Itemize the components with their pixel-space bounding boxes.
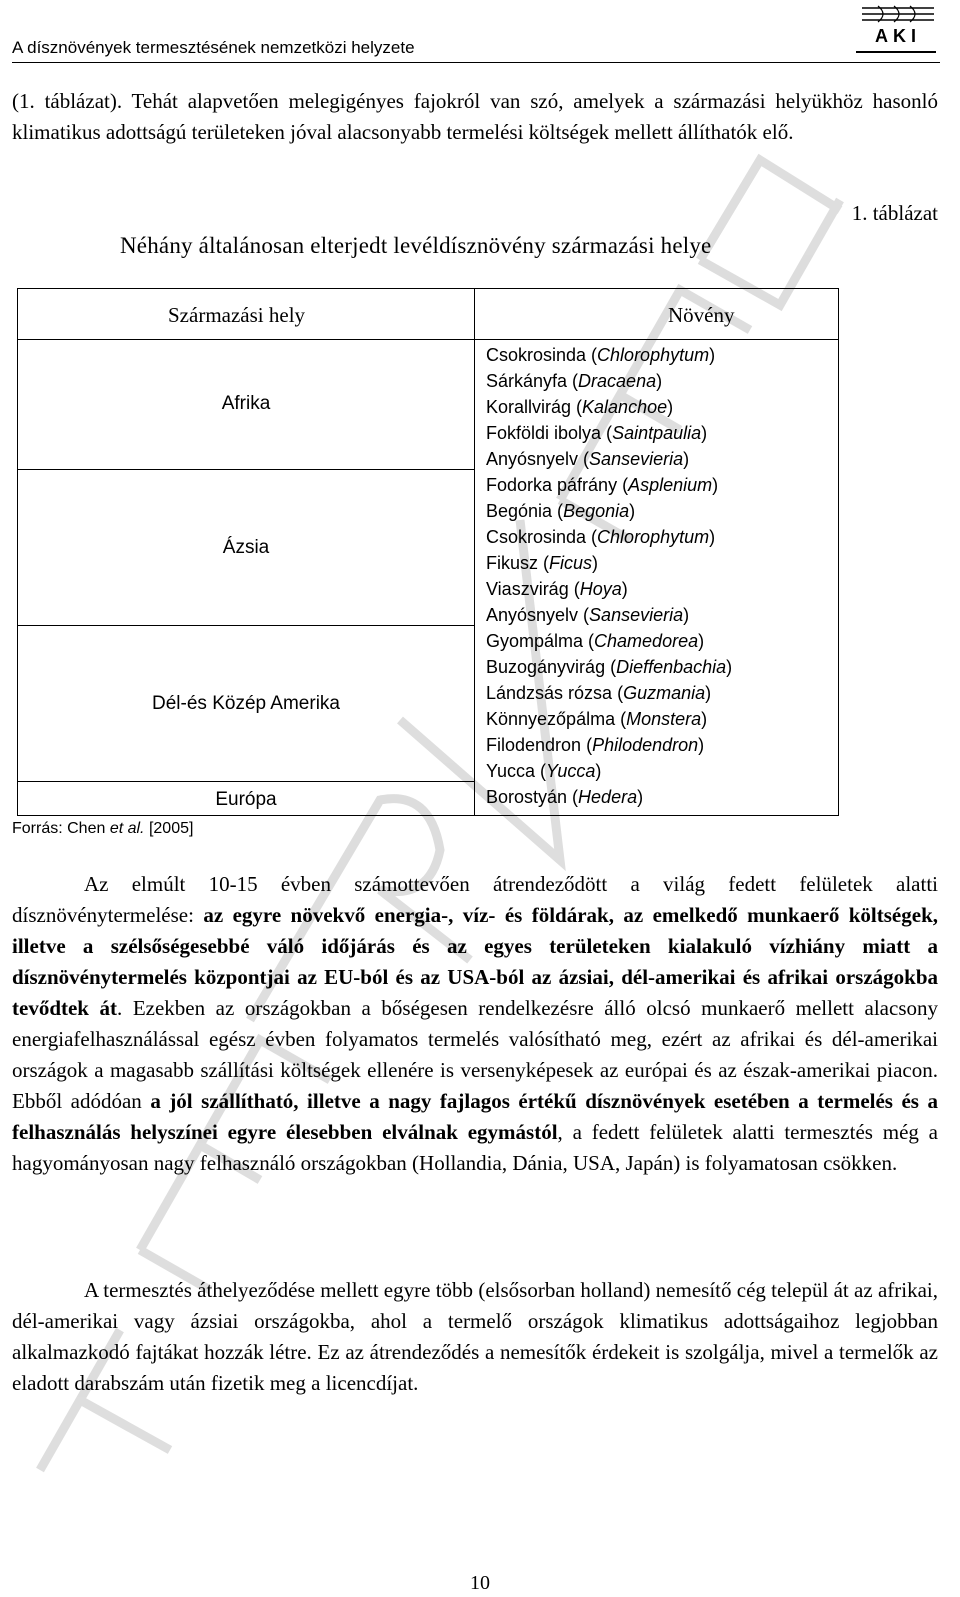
region-africa: Afrika: [221, 393, 271, 414]
plant-entry: Korallvirág (Kalanchoe): [486, 397, 674, 417]
plant-entry: Fodorka páfrány (Asplenium): [486, 475, 719, 495]
page-number: 10: [470, 1572, 490, 1594]
header-origin: Származási hely: [168, 303, 306, 327]
plant-entry: Fikusz (Ficus): [486, 553, 599, 573]
page-header: [12, 26, 940, 63]
paragraph-3: A termesztés áthelyeződése mellett egyre több (elsősorban holland) nemesítő cég települ át az afrikai, dél-amerikai vagy ázsiai országokba, ahol a termelő országok klimatikus adottságaihoz legjobban alkalmazkodó fajtákat hozzák létre. Ez az átrendeződés a nemesítők érdekeit is szolgálja, mivel a termelők az eladott darabszám után fizetik meg a licencdíjat.: [12, 1278, 938, 1395]
plant-entry: Sárkányfa (Dracaena): [486, 371, 663, 391]
plant-entry: Filodendron (Philodendron): [486, 735, 705, 755]
plant-entry: Anyósnyelv (Sansevieria): [486, 605, 690, 625]
paragraph-2: Az elmúlt 10-15 évben számottevően átrendeződött a világ fedett felületek alatti dísznövénytermelése: az egyre növekvő energia-, víz- és földárak, az emelkedő munkaerő költségek, illetve a szélsőségesebbé váló időjárás és az egyes területeken kialakuló vízhiány miatt a dísznövénytermelés központjai az EU-ból és az USA-ból az ázsiai, dél-amerikai és afrikai országokba tevődtek át. Ezekben az országokban a bőségesen rendelkezésre álló olcsó munkaerő mellett alacsony energiafelhasználással egész évben folyamatos termelés valósítható meg, ezért az afrikai és dél-amerikai országok a magasabb szállítási költségek ellenére is versenyképesek az európai és az észak-amerikai piacon. Ebből adódóan a jól szállítható, illetve a nagy fajlagos értékű dísznövények esetében a termelés és a felhasználás helyszínei egyre élesebben elválnak egymástól, a fedett felületek alatti termesztés még a hagyományosan nagy felhasználó országokban (Hollandia, Dánia, USA, Japán) is folyamatosan csökken.: [12, 872, 939, 1175]
plant-entry: Begónia (Begonia): [486, 501, 636, 521]
plant-entry: Lándzsás rózsa (Guzmania): [486, 683, 712, 703]
plant-entry: Gyompálma (Chamedorea): [486, 631, 705, 651]
plant-entry: Anyósnyelv (Sansevieria): [486, 449, 690, 469]
table-number: 1. táblázat: [851, 201, 938, 225]
table-source: Forrás: Chen et al. [2005]: [12, 820, 194, 837]
plant-entry: Borostyán (Hedera): [486, 787, 644, 807]
plant-entry: Viaszvirág (Hoya): [486, 579, 628, 599]
origin-table: [17, 288, 839, 816]
region-europe: Európa: [215, 789, 277, 810]
plant-entry: Csokrosinda (Chlorophytum): [486, 527, 716, 547]
intro-paragraph: (1. táblázat). Tehát alapvetően melegigényes fajokról van szó, amelyek a származási helyükhöz hasonló klimatikus adottságú területeken jóval alacsonyabb termelési költségek mellett állíthatók elő.: [12, 89, 938, 144]
region-asia: Ázsia: [222, 537, 270, 558]
plant-entry: Csokrosinda (Chlorophytum): [486, 345, 716, 365]
plant-entry: Buzogányvirág (Dieffenbachia): [486, 657, 733, 677]
region-americas: Dél-és Közép Amerika: [152, 693, 340, 714]
table-title: Néhány általánosan elterjedt levéldísznövény származási helye: [120, 233, 712, 258]
plant-entry: Könnyezőpálma (Monstera): [486, 709, 708, 729]
header-title: A dísznövények termesztésének nemzetközi helyzete: [12, 38, 415, 57]
logo-text: AKI: [875, 26, 921, 46]
header-plant: Növény: [668, 303, 735, 327]
plant-entry: Yucca (Yucca): [486, 761, 602, 781]
aki-logo: [848, 4, 940, 58]
plant-entry: Fokföldi ibolya (Saintpaulia): [486, 423, 708, 443]
